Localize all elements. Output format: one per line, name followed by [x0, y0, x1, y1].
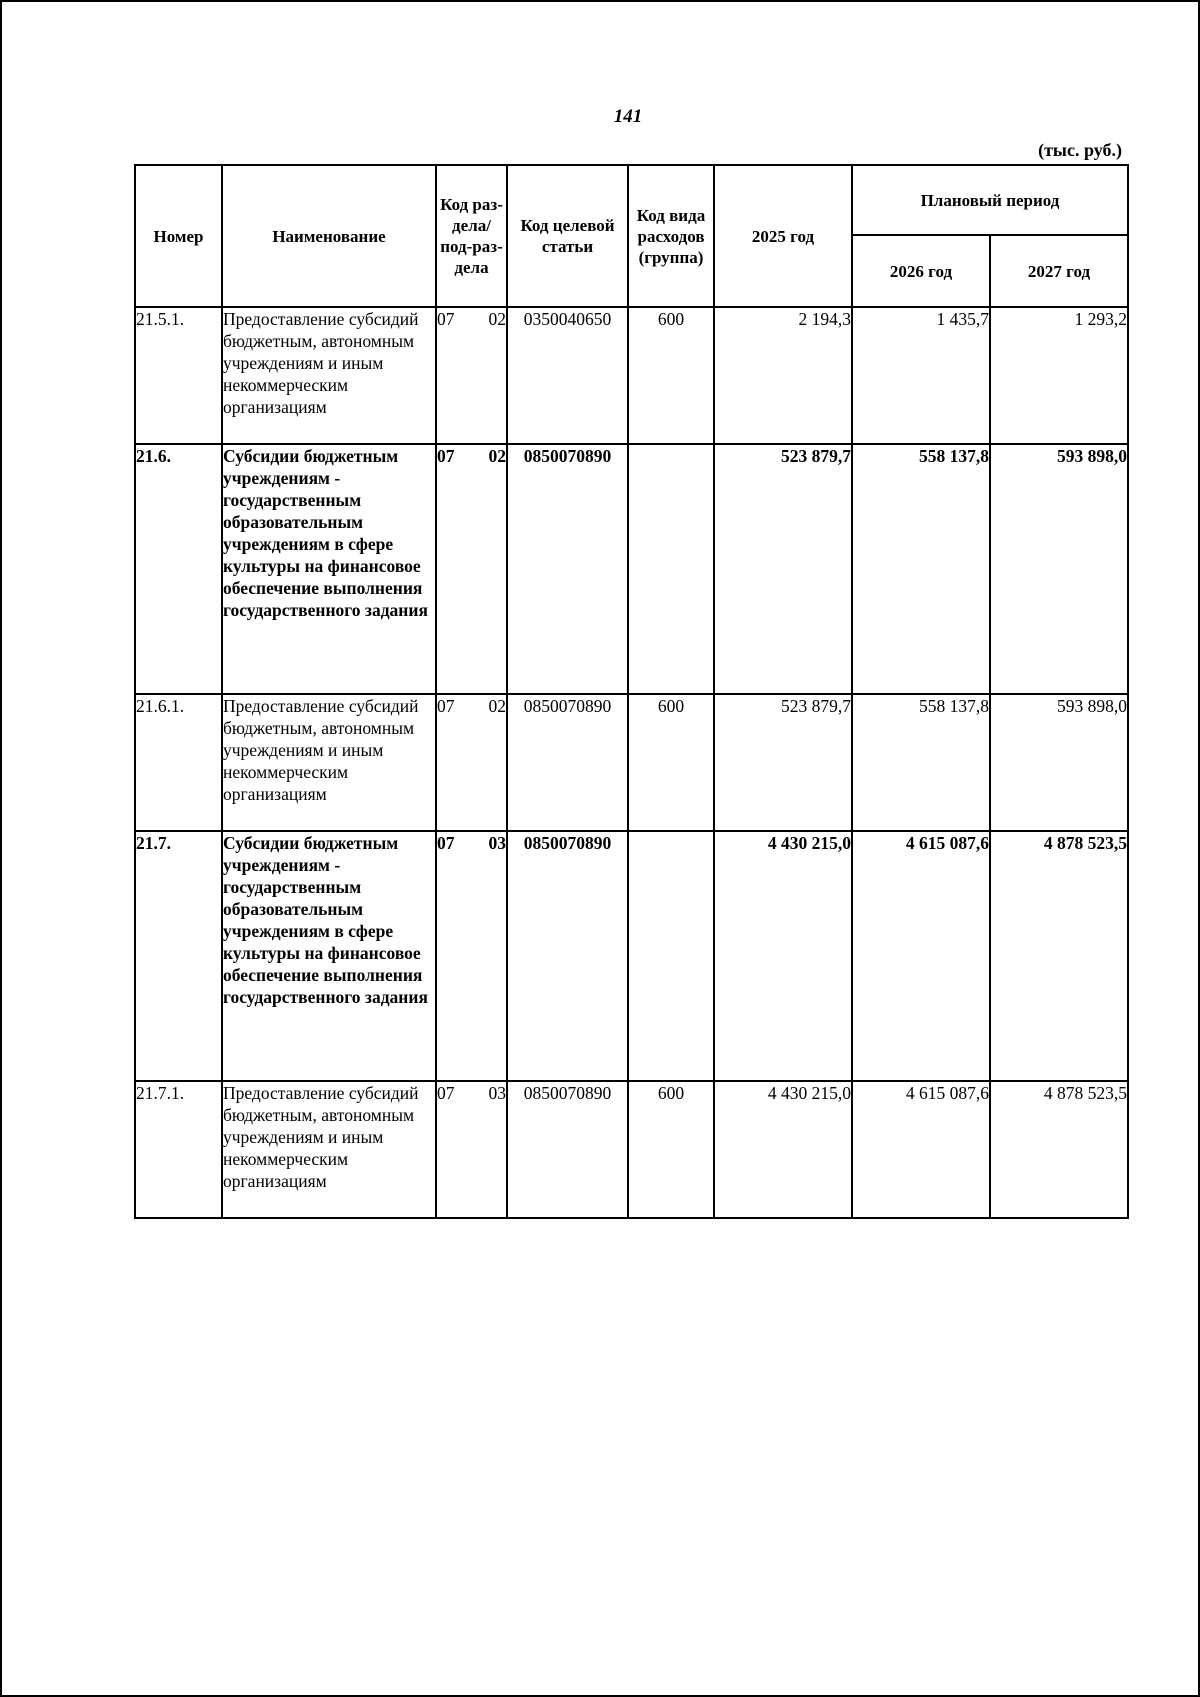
row-value-2027: 1 293,2: [990, 307, 1128, 444]
row-value-2025: 4 430 215,0: [714, 831, 852, 1081]
table-row: [135, 1081, 1128, 1218]
header-year-2026: 2026 год: [852, 235, 990, 307]
row-expense-type: 600: [628, 307, 714, 444]
row-target-code: 0350040650: [507, 307, 628, 444]
header-expense-type: Код вида расходов (группа): [628, 165, 714, 307]
row-expense-type: [628, 831, 714, 1081]
header-planned-period: Плановый период: [852, 165, 1128, 235]
row-name: Предоставление субсидий бюджетным, автономным учреждениям и иным некоммерческим организациям: [222, 694, 436, 831]
row-name: Субсидии бюджетным учреждениям - государственным образовательным учреждениям в сфере культуры на финансовое обеспечение выполнения государственного задания: [222, 444, 436, 694]
row-number: 21.6.1.: [135, 694, 222, 831]
row-number: 21.7.: [135, 831, 222, 1081]
row-section: 07: [437, 446, 455, 466]
row-number: 21.7.1.: [135, 1081, 222, 1218]
header-section: Код раз-дела/ под-раз-дела: [436, 165, 507, 307]
row-name: Субсидии бюджетным учреждениям - государственным образовательным учреждениям в сфере культуры на финансовое обеспечение выполнения государственного задания: [222, 831, 436, 1081]
row-expense-type: 600: [628, 1081, 714, 1218]
table-body: [135, 307, 1128, 1218]
units-label: (тыс. руб.): [1038, 140, 1122, 160]
row-value-2027: 593 898,0: [990, 694, 1128, 831]
row-value-2026: 558 137,8: [852, 694, 990, 831]
table-row: [135, 831, 1128, 1081]
row-value-2025: 2 194,3: [714, 307, 852, 444]
row-name: Предоставление субсидий бюджетным, автономным учреждениям и иным некоммерческим организациям: [222, 307, 436, 444]
row-section-code: [436, 307, 507, 444]
budget-table: [134, 164, 1129, 1219]
row-target-code: 0850070890: [507, 1081, 628, 1218]
header-target: Код целевой статьи: [507, 165, 628, 307]
page-number: 141: [613, 106, 643, 127]
row-name: Предоставление субсидий бюджетным, автономным учреждениям и иным некоммерческим организациям: [222, 1081, 436, 1218]
table-header: [135, 165, 1128, 307]
row-value-2025: 4 430 215,0: [714, 1081, 852, 1218]
row-expense-type: 600: [628, 694, 714, 831]
row-value-2026: 4 615 087,6: [852, 1081, 990, 1218]
row-number: 21.5.1.: [135, 307, 222, 444]
row-subsection: 02: [488, 309, 506, 329]
table-row: [135, 444, 1128, 694]
row-value-2025: 523 879,7: [714, 444, 852, 694]
row-subsection: 02: [488, 696, 506, 716]
row-value-2026: 1 435,7: [852, 307, 990, 444]
table-row: [135, 694, 1128, 831]
row-value-2025: 523 879,7: [714, 694, 852, 831]
row-subsection: 02: [488, 446, 506, 466]
header-year-2025: 2025 год: [714, 165, 852, 307]
row-subsection: 03: [488, 833, 506, 853]
header-name: Наименование: [222, 165, 436, 307]
row-value-2026: 558 137,8: [852, 444, 990, 694]
row-target-code: 0850070890: [507, 831, 628, 1081]
row-subsection: 03: [488, 1083, 506, 1103]
row-section: 07: [437, 696, 455, 716]
row-target-code: 0850070890: [507, 694, 628, 831]
row-section: 07: [437, 1083, 455, 1103]
row-expense-type: [628, 444, 714, 694]
row-value-2026: 4 615 087,6: [852, 831, 990, 1081]
row-number: 21.6.: [135, 444, 222, 694]
row-value-2027: 4 878 523,5: [990, 831, 1128, 1081]
header-year-2027: 2027 год: [990, 235, 1128, 307]
row-value-2027: 593 898,0: [990, 444, 1128, 694]
row-value-2027: 4 878 523,5: [990, 1081, 1128, 1218]
row-section-code: [436, 694, 507, 831]
row-section-code: [436, 831, 507, 1081]
header-number: Номер: [135, 165, 222, 307]
row-section: 07: [437, 833, 455, 853]
row-target-code: 0850070890: [507, 444, 628, 694]
row-section-code: [436, 444, 507, 694]
row-section-code: [436, 1081, 507, 1218]
row-section: 07: [437, 309, 455, 329]
table-row: [135, 307, 1128, 444]
